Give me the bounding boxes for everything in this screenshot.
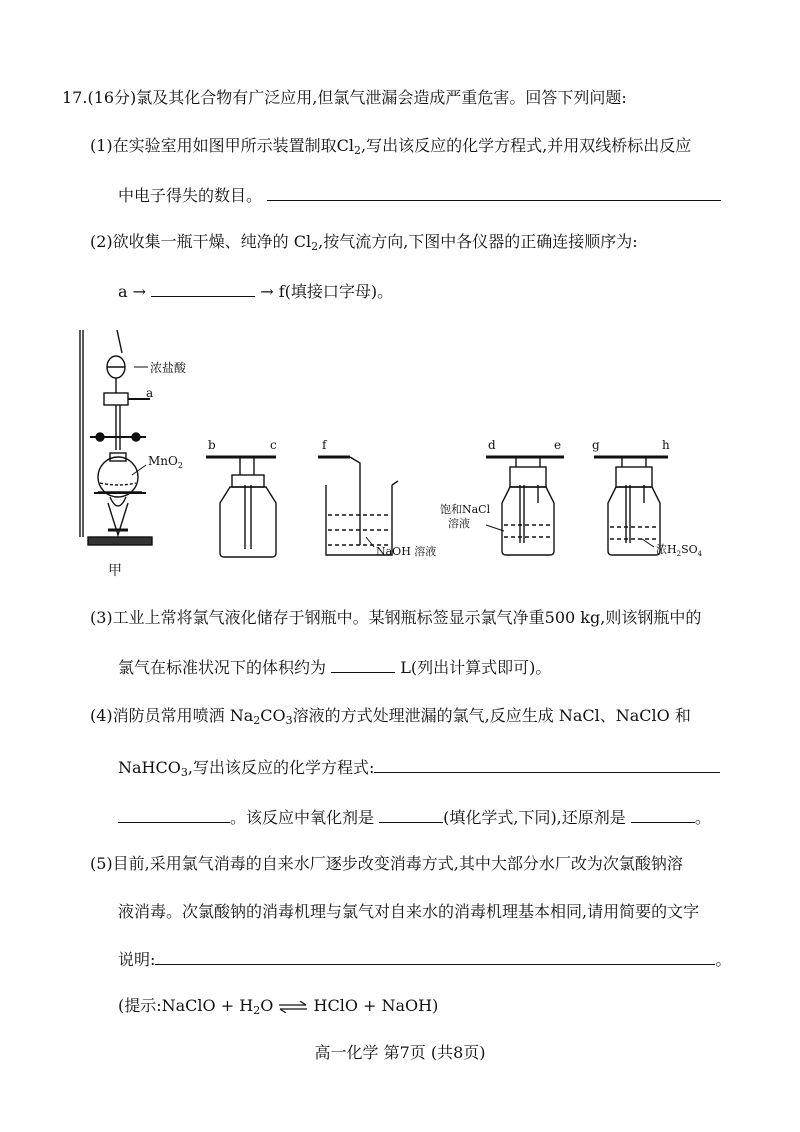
part3-line2 xyxy=(118,654,551,680)
part5-line2 xyxy=(118,900,699,924)
part2-start: a → xyxy=(118,282,147,301)
part4-na-sub: 2 xyxy=(253,714,261,727)
label-port-a: a xyxy=(146,386,154,400)
page-footer: 高一化学 第7页 (共8页) xyxy=(314,1043,486,1062)
hint-text-a: (提示:NaClO + H xyxy=(118,996,254,1015)
part1-line2-text: 中电子得失的数目。 xyxy=(118,186,263,205)
part4-line3 xyxy=(118,804,711,830)
label-h2so4-sub2: 4 xyxy=(697,550,703,558)
part3-text-b: L(列出计算式即可)。 xyxy=(400,658,552,677)
label-naoh-solution: NaOH 溶液 xyxy=(376,545,437,558)
part1-cl2-sub: 2 xyxy=(354,144,362,157)
label-nacl-line2: 溶液 xyxy=(448,517,470,530)
part1-answer-blank[interactable] xyxy=(267,182,721,201)
question-header xyxy=(62,86,627,110)
part4-co-sub: 3 xyxy=(285,714,293,727)
part1-line2 xyxy=(118,182,721,208)
part5-line2-text: 液消毒。次氯酸钠的消毒机理与氯气对自来水的消毒机理基本相同,请用简要的文字 xyxy=(118,902,700,921)
part4-co: CO xyxy=(260,706,286,725)
hint-line xyxy=(118,994,438,1023)
hint-text-c: HClO + NaOH) xyxy=(313,996,439,1015)
part4-text-e: 。该反应中氧化剂是 xyxy=(230,808,375,827)
label-mno2-sub: 2 xyxy=(177,461,183,470)
part4-text-f: (填化学式,下同),还原剂是 xyxy=(443,808,626,827)
hint-text-b: O xyxy=(260,996,274,1015)
part2-text-b: ,按气流方向,下图中各仪器的正确连接顺序为: xyxy=(318,232,638,251)
part2-sub: 2 xyxy=(311,240,319,253)
label-port-d: d xyxy=(488,438,496,452)
label-port-f: f xyxy=(322,438,327,452)
label-port-g: g xyxy=(592,438,600,452)
part4-equation-blank-1[interactable] xyxy=(374,754,720,773)
part2-end: → f(填接口字母)。 xyxy=(260,282,394,301)
part2-text-a: (2)欲收集一瓶干燥、纯净的 Cl xyxy=(90,232,312,251)
part3-line1-text: (3)工业上常将氯气液化储存于钢瓶中。某钢瓶标签显示氯气净重500 kg,则该钢瓶中的 xyxy=(90,608,702,627)
label-h2so4-sub1: 2 xyxy=(676,550,682,558)
label-jia: 甲 xyxy=(108,563,122,579)
part4-line2 xyxy=(118,754,720,785)
part4-equation-blank-2[interactable] xyxy=(118,804,230,823)
part5-answer-blank[interactable] xyxy=(155,946,715,965)
part3-text-a: 氯气在标准状况下的体积约为 xyxy=(118,658,327,677)
apparatus-figure xyxy=(70,325,730,580)
hint-sub: 2 xyxy=(253,1004,261,1017)
part4-text-d: ,写出该反应的化学方程式: xyxy=(187,758,375,777)
part5-line3 xyxy=(118,946,731,972)
part3-answer-blank[interactable] xyxy=(331,654,395,673)
label-mno2 xyxy=(148,454,183,470)
part5-line1-text: (5)目前,采用氯气消毒的自来水厂逐步改变消毒方式,其中大部分水厂改为次氯酸钠溶 xyxy=(90,854,683,873)
part1-text-b: ,写出该反应的化学方程式,并用双线桥标出反应 xyxy=(361,136,692,155)
label-nacl-line1: 饱和NaCl xyxy=(440,503,491,516)
part4-text-a: (4)消防员常用喷洒 Na xyxy=(90,706,254,725)
label-h2so4-a: 浓H xyxy=(656,543,677,556)
part2-line1 xyxy=(90,230,638,259)
label-conc-hcl: 浓盐酸 xyxy=(150,361,187,375)
part3-line1 xyxy=(90,606,701,630)
part4-text-g: 。 xyxy=(694,808,711,827)
part4-reductant-blank[interactable] xyxy=(631,804,695,823)
part5-line1 xyxy=(90,852,683,876)
part4-text-b: 溶液的方式处理泄漏的氯气,反应生成 NaCl、NaClO 和 xyxy=(292,706,691,725)
label-port-e: e xyxy=(554,438,562,452)
part2-line2 xyxy=(118,278,393,304)
label-h2so4-mid: SO xyxy=(681,543,698,556)
part5-line3-text: 说明: xyxy=(118,950,156,969)
part1-text-a: (1)在实验室用如图甲所示装置制取 xyxy=(90,136,337,155)
part1-line1 xyxy=(90,134,691,163)
part4-oxidant-blank[interactable] xyxy=(379,804,443,823)
label-h2so4 xyxy=(656,542,703,558)
label-port-b: b xyxy=(208,438,216,452)
part4-nahco-sub: 3 xyxy=(180,766,188,779)
part5-end: 。 xyxy=(715,950,732,969)
part4-line1 xyxy=(90,704,691,733)
part4-nahco: NaHCO xyxy=(118,758,181,777)
part1-cl2: Cl xyxy=(336,136,355,155)
label-port-c: c xyxy=(270,438,277,452)
equilibrium-arrow-icon xyxy=(278,1001,308,1013)
label-port-h: h xyxy=(662,438,670,452)
label-mno2-text: MnO xyxy=(148,454,178,468)
part2-answer-blank[interactable] xyxy=(151,278,255,297)
question-header-text: 17.(16分)氯及其化合物有广泛应用,但氯气泄漏会造成严重危害。回答下列问题: xyxy=(62,88,627,107)
